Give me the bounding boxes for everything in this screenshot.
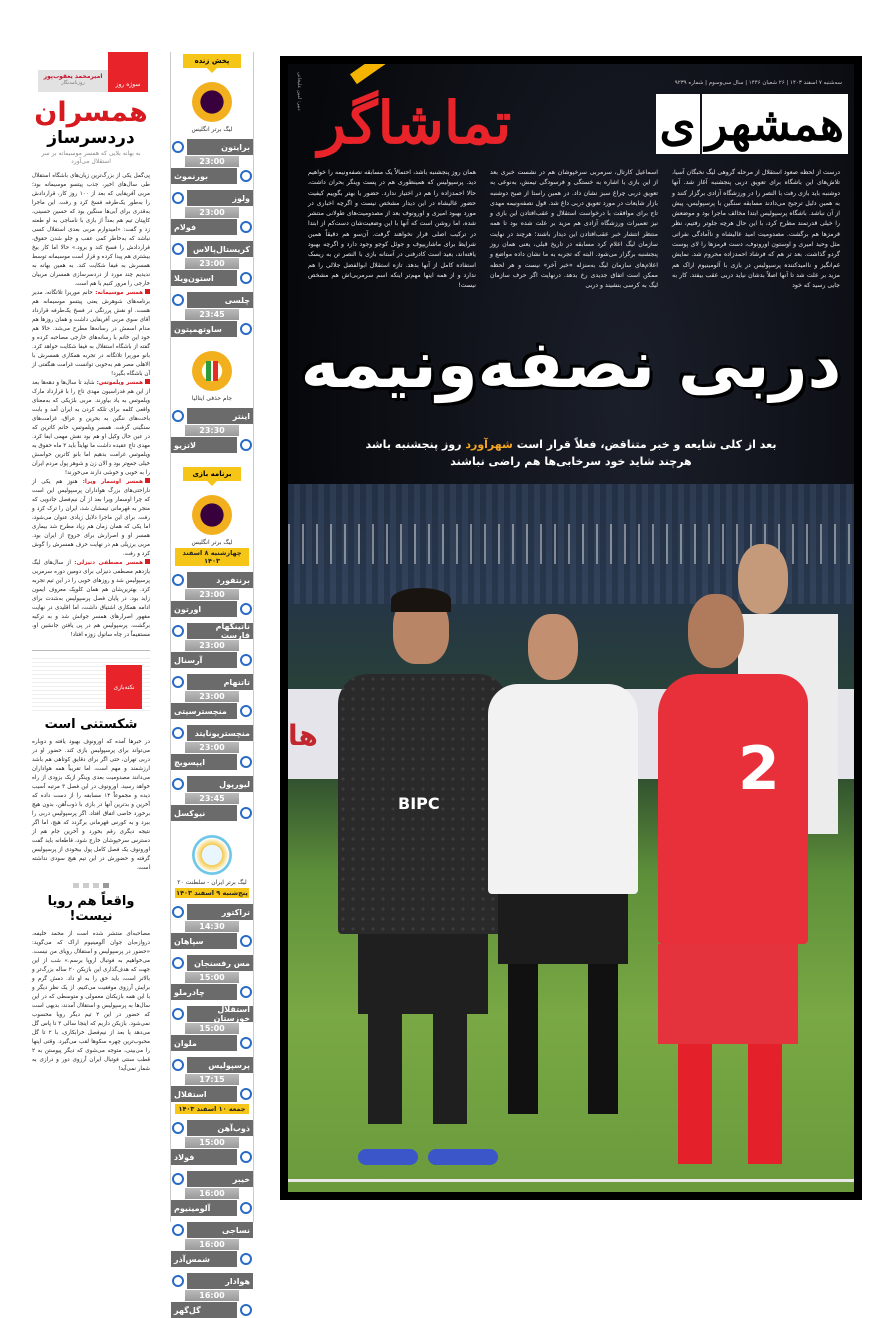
masthead-part: همشهر (702, 94, 848, 154)
box2-title: واقعاً هم رویا نیست! (47, 894, 135, 924)
match-time: 23:00 (185, 207, 239, 218)
team-crest-icon (172, 1059, 184, 1071)
league-name: لیگ برتر انگلیس (191, 126, 233, 133)
away-team (171, 1251, 237, 1267)
team-crest-icon (172, 676, 184, 688)
league-name: لیگ برتر انگلیس (191, 539, 233, 546)
lead-columns (308, 168, 840, 292)
subhead-text: روز پنجشنبه باشد (365, 438, 466, 451)
match-time: 17:15 (185, 1074, 239, 1085)
match-time: 16:00 (185, 1239, 239, 1250)
home-team-name: هوادار (225, 1276, 250, 1286)
team-crest-icon (240, 323, 252, 335)
lead-column: درست از لحظه صعود استقلال از مرحله گروهی لیگ نخبگان آسیا، تلاش‌های این باشگاه برای تعویق دربی پنجشنبه آغاز شد. آنها دوشنبه باید بازی رفت با النصر را در ورزشگاه آزادی برگزار کنند و به همین دلیل ترجیح می‌دادند مسابقه سنگین با پرسپولیس، پیش از آن نباشد. باشگاه پرسپولیس ابتدا مخالف ماجرا بود و موضعش را خیلی قدرتمند مطرح کرد، با این حال هرچه جلوتر رفتیم، نظر قرمزها هم برگشت. مصدومیت امید عالیشاه و ناآمادگی نفراتی مثل وحید امیری و اوستون اورونوف، دست قرمزها را لای پوست گردو گذاشت. بعد تر هم که فرشاد احمدزاده محروم شد. نمایش غم‌انگیز و ناامیدکننده پرسپولیس در بازی با آلومینیوم اراک هم مزید بر علت شد تا آنها اصلاً بدشان نیاید دربی عقب بیفتد. کار به جایی رسید که خود (672, 169, 840, 290)
home-team (187, 955, 253, 971)
away-team (171, 601, 237, 617)
match-time: 23:00 (185, 258, 239, 269)
home-team-name: پرسپولیس (208, 1060, 250, 1070)
team-crest-icon (172, 243, 184, 255)
away-team (171, 1086, 237, 1102)
home-team (187, 190, 253, 206)
column-intro: پی‌گمل یکی از بزرگ‌ترین زیان‌های باشگاه استقلال طی سال‌های اخیر، جذب پیتسو موسیمانه بود؛ مربی آفریقایی که بعد از ۱۰۰ روز کار، قراردادش را به‌طور یک‌طرفه فسخ کرد و رفت. این ماجرا به‌قدری برای آبی‌ها سنگین بود که حسین حسینی، کاپیتان تیم هم بعداً از بازی با ناساجی به او طعنه زد و گفت: «امیدوارم مربی بعدی استقلال کسی نباشد که به‌خاطر کمی عقب و جلو شدن حقوق، قراردادش را فسخ کند و برود.» حالا اما کار بیخ بیشتری هم پیدا کرده و قرار است موسیمانه توسط همسرش به فیفا شکایت کند. به همین بهانه به ندیدیم چند مورد از دردسرسازی همسران مربیان خارجی را مرور کنیم با هم است. (32, 173, 150, 287)
front-page (280, 56, 862, 1200)
home-team (187, 1120, 253, 1136)
author-role: روزنامه‌نگار (61, 80, 85, 86)
team-crest-icon (172, 727, 184, 739)
section-body: هنوز هم یکی از ناراحتی‌های بزرگ هواداران پرسپولیس این است که چرا اوسمار ویرا بعد از آن نیم‌فصل جادویی که منجر به قهرمانی تیمشان شد، ایران را ترک کرد و رفت. برای این ماجرا دلایل زیادی عنوان می‌شود، اما یکی که همان زمان هم زیاد مطرح شد بیماری همسر او و اصرارش برای خروج از ایران بود. مربی برزیلی هم در نهایت حرف همسرش را گوش کرد و رفت. (32, 479, 150, 557)
separator-dots (32, 883, 150, 888)
team-crest-icon (240, 1088, 252, 1100)
match-item (171, 1171, 253, 1216)
team-crest-icon (172, 1224, 184, 1236)
home-team-name: استقلال خوزستان (213, 1005, 250, 1023)
match-time: 14:30 (185, 921, 239, 932)
home-team (187, 725, 253, 741)
match-item (171, 674, 253, 719)
team-crest-icon (172, 1275, 184, 1287)
team-crest-icon (240, 1304, 252, 1316)
team-crest-icon (240, 1151, 252, 1163)
bullet-square-icon (145, 379, 150, 384)
match-item (171, 725, 253, 770)
match-item (171, 572, 253, 617)
team-crest-icon (240, 1253, 252, 1265)
sponsor-text: BIPC (398, 794, 440, 813)
team-crest-icon (172, 625, 184, 637)
away-team-name: آرسنال (174, 655, 203, 665)
away-team-name: سپاهان (174, 936, 204, 946)
home-team (187, 408, 253, 424)
ribbon-icon (350, 56, 406, 84)
match-time: 23:00 (185, 640, 239, 651)
match-time: 23:00 (185, 156, 239, 167)
subhead-text: بعد از کلی شایعه و خبر متناقض، فعلاً قرار است (512, 438, 777, 451)
match-date: پنج‌شنبه ۹ اسفند ۱۴۰۳ (176, 889, 248, 897)
team-crest-icon (172, 574, 184, 586)
photo-red-player (658, 594, 818, 1194)
subheadline (288, 436, 854, 470)
team-crest-icon (172, 141, 184, 153)
away-team-name: ساوتهمپتون (174, 324, 222, 334)
home-team (187, 1006, 253, 1022)
coppa-italia-logo-icon (192, 351, 232, 391)
home-team (187, 572, 253, 588)
section-heading: همسر موسیمانه: (95, 290, 143, 296)
match-item (171, 241, 253, 286)
match-item (171, 1222, 253, 1267)
away-team (171, 1035, 237, 1051)
home-team (187, 139, 253, 155)
team-crest-icon (240, 935, 252, 947)
league-name: لیگ برتر ایران - سلطنت ۲۰ (177, 879, 247, 886)
team-crest-icon (172, 1008, 184, 1020)
away-team (171, 270, 237, 286)
match-item (171, 1120, 253, 1165)
home-team (187, 623, 253, 639)
away-team (171, 805, 237, 821)
team-crest-icon (240, 807, 252, 819)
team-crest-icon (240, 705, 252, 717)
away-team (171, 754, 237, 770)
issue-line: سه‌شنبه ۷ اسفند ۱۴۰۳ | ۲۶ شعبان ۱۴۴۶ | سال سی‌وسوم | شماره ۹۲۳۹ (674, 80, 842, 86)
home-team (187, 1273, 253, 1289)
section-heading: همسر اوسمار ویرا: (82, 479, 144, 485)
photo-goalkeeper (338, 594, 508, 1194)
section-paragraph (32, 478, 150, 559)
box-body: در خبرها آمده که اورونوف بهبود یافته و دوباره می‌تواند برای پرسپولیس بازی کند. حضور او در دربی تهران، حتی اگر برای دقایق کوتاهی هم باشد ارزشمند و مهم است، اما تقریباً همه هواداران می‌دانند مصدومیت بعدی وینگر ازبک بزودی از راه خواهد رسید. اورونوف در این فصل ۳ مرتبه آسیب دیده و مجموعاً ۱۴ مسابقه را از دست داده که آخرین و بدترین آنها در بازی با ذوب‌آهن، بدون هیچ برخورد خاصی اتفاق افتاد. اگر پرسپولیس دربی را ببرد و به کورس قهرمانی برگردد که هیچ، اما اگر نتیجه دیگری رقم بخورد و آخرین جام هم از دسترس سرخپوشان خارج شود، قاطعانه باید گفت اورونوف یک فصل کامل پول بیخودی از پرسپولیس گرفته و حضورش در این تیم هیچ سودی نداشته است. (32, 739, 150, 871)
match-schedule (170, 52, 254, 1315)
lead-column: همان روز پنجشنبه باشد، احتمالاً یک مسابقه نصفه‌ونیمه را خواهیم دید. پرسپولیس که همینطوری هم در پست وینگر بحران داشت، حالا احمدزاده را هم در اختیار ندارد. حضور یا بهتر بگوییم کیفیت حضور عالیشاه در این دیدار مشخص نیست و اگرچه اخباری در مورد بهبود امیری و اورونوف بعد از مصدومیت‌های طولانی منتشر شده، اما روشن است که آنها با این وضعیت‌شان دست‌کم از ابتدا در ترکیب اصلی قرار نخواهند گرفت. آن‌سو هم دقیقاً همین شرایط برای ماشاریپوف و جوئل کوجو وجود دارد و اگرچه بهبود یافته‌اند، بعید است کادرفنی در آستانه بازی با النصر تن به ریسک استفاده کامل از آنها بدهد. تازه استقلال ابوالفضل جلالی را هم ندارد و از همه اینها مهم‌تر اینکه اسم سرمربی‌اش هم مشخص نیست! (308, 169, 476, 290)
away-team-name: ملوان (174, 1038, 197, 1048)
section-heading: همسر مصطفی دنیزلی: (74, 560, 143, 566)
away-team-name: فولام (174, 222, 197, 232)
away-team (171, 321, 237, 337)
away-team (171, 437, 237, 453)
masthead-part: ی (656, 94, 700, 154)
team-crest-icon (240, 272, 252, 284)
away-team (171, 652, 237, 668)
team-crest-icon (172, 1122, 184, 1134)
match-date: جمعه ۱۰ اسفند ۱۴۰۳ (175, 1104, 249, 1114)
masthead-red: تماشاگر (318, 89, 512, 157)
match-item (171, 1057, 253, 1102)
column-subtitle: به بهانه بلایی که همسر موسیمانه بر سر استقلال می‌آورد (41, 150, 141, 165)
shirt-number: 2 (738, 734, 780, 804)
bullet-square-icon (145, 289, 150, 294)
home-team-name: ولوز (232, 193, 250, 203)
home-team (187, 1057, 253, 1073)
away-team-name: ایپسویچ (174, 757, 205, 767)
author-name: امیرمحمد یعقوب‌پور (43, 73, 103, 80)
match-item (171, 292, 253, 337)
team-crest-icon (240, 654, 252, 666)
byline (32, 52, 150, 94)
home-team-name: ذوب‌آهن (217, 1123, 250, 1133)
home-team-name: خیبر (232, 1174, 250, 1184)
away-team-name: شمس‌آذر (174, 1254, 210, 1264)
team-crest-icon (172, 957, 184, 969)
team-crest-icon (240, 439, 252, 451)
subhead-line2: هرچند شاید خود سرخابی‌ها هم راضی نباشند (450, 455, 692, 468)
away-team-name: بورنموث (174, 171, 209, 181)
match-item (171, 1006, 253, 1051)
away-team-name: استقلال (174, 1089, 207, 1099)
team-crest-icon (172, 192, 184, 204)
team-crest-icon (172, 906, 184, 918)
team-crest-icon (172, 294, 184, 306)
match-item (171, 408, 253, 453)
home-team (187, 776, 253, 792)
away-team (171, 703, 237, 719)
home-team-name: تراکتور (221, 907, 250, 917)
headline: دربی نصفه‌ونیمه (300, 326, 842, 403)
match-item (171, 139, 253, 184)
subhead-accent: شهرآورد (465, 438, 513, 451)
program-label: برنامه بازی (183, 467, 241, 481)
section-heading: همسر ویلموتس: (96, 380, 143, 386)
away-team-name: چادرملو (174, 987, 205, 997)
box-title: شکستنی است (44, 717, 138, 732)
premier-league-logo-icon (192, 82, 232, 122)
team-crest-icon (172, 778, 184, 790)
away-team-name: اورتون (174, 604, 202, 614)
match-time: 23:00 (185, 589, 239, 600)
match-date: چهارشنبه ۸ اسفند ۱۴۰۳ (175, 548, 249, 566)
away-team (171, 219, 237, 235)
box-tag-area (32, 655, 150, 711)
live-label: پخش زنده (183, 54, 241, 68)
match-item (171, 776, 253, 821)
team-crest-icon (172, 1173, 184, 1185)
match-item (171, 190, 253, 235)
away-team (171, 933, 237, 949)
side-strip: دبیر: امین علیخانی (296, 72, 302, 111)
team-crest-icon (172, 410, 184, 422)
column-title-red: همسران (34, 97, 148, 128)
team-crest-icon (240, 170, 252, 182)
home-team (187, 1171, 253, 1187)
away-team-name: گل‌گهر (174, 1305, 201, 1315)
photo-referee (488, 614, 638, 1174)
away-team (171, 1200, 237, 1216)
section-body: خانم موریرا تلاتگانه، مدیر برنامه‌های شوهرش یعنی پیتسو موسیمانه هم هست. او نقش پررنگی در فسخ یک‌طرفه قرارداد آقای سوی مربی آفریقایی داشت و همان روزها هم مدام اسمش در رسانه‌ها مطرح می‌شد. حالا هم خود این خانم با رسانه‌های خارجی مصاحبه کرده و گفته از باشگاه استقلال به فیفا شکایت خواهد کرد. بانو موریرا تلاتگانه در تجربه همکاری همسرش با الاهلی مصر هم به‌خوبی توانست غرامت هنگفتی از آن باشگاه بگیرد! (32, 290, 150, 377)
lead-column: اسماعیل کارتال، سرمربی سرخپوشان هم در نشست خبری بعد از این بازی با اشاره به خستگی و فرسودگی تیمش، به‌نوعی به تعویق دربی چراغ سبز نشان داد. در همین راستا از صبح دوشنبه بازار شایعات در مورد تعویق دربی داغ شد. قول نصفه‌ونیمه مهدی تاج برای موافقت با درخواست استقلال و عقب‌افتادن این بازی و نیز تعمیرات ورزشگاه آزادی هم مزید بر علت شده بود تا همه منتظر انتشار خبر عقب‌افتادن این دیدار باشند؛ هرچند در نهایت سازمان لیگ اعلام کرد مسابقه در تاریخ قبلی، یعنی همان روز پنجشنبه برگزار می‌شود. البته که تجربه به ما نشان داده مواضع و اعلام‌های سازمان لیگ به‌منزله «خبر آخر» نیست و هر لحظه ممکن است اتفاق جدیدی رخ بدهد. درنهایت اگر حرف سازمان لیگ به کرسی بنشیند و دربی (490, 169, 658, 290)
match-time: 23:30 (185, 425, 239, 436)
match-time: 23:45 (185, 793, 239, 804)
home-team-name: کریستال‌پالاس (193, 244, 250, 254)
section-paragraph (32, 559, 150, 640)
home-team-name: تاتنهام (223, 677, 250, 687)
home-team (187, 241, 253, 257)
left-column (32, 52, 150, 1074)
home-team-name: ناتینگهام فارست (215, 622, 250, 640)
byline-tag: سوژه روز (108, 52, 148, 92)
bullet-square-icon (145, 478, 150, 483)
match-time: 23:00 (185, 742, 239, 753)
match-time: 16:00 (185, 1188, 239, 1199)
match-item (171, 904, 253, 949)
section-paragraph (32, 289, 150, 379)
column-body (32, 172, 150, 640)
away-team (171, 1149, 237, 1165)
box-tag: نکته‌بازی (106, 665, 142, 709)
match-time: 15:00 (185, 972, 239, 983)
box2-body: مصاحبه‌ای منتشر شده است از محمد خلیفه، دروازه‌بان جوان آلومینیوم اراک که می‌گوید: «حضور در پرسپولیس و استقلال رویای من نیست. می‌خواهیم به فوتبال اروپا برسم.» شب از این جهت که هدف‌گذاری این بازیکن ۲۰ ساله بزرگ‌تر و بالاتر است، باید حق را به او داد. دمش گرم و برایش آرزوی موفقیت می‌کنیم. از یک نظر دیگر و با این همه بازیکنان معمولی و متوسطی که در این سال‌ها به پرسپولیس و استقلال آمدند، بدیهی است که حضور در این ۲ تیم دیگر رویا محسوب نمی‌شود. بازیکن داریم که اینجا سالی ۳ تا پاس گل می‌دهد یا بعد از نیم‌فصل خرابکاری، با ۲ تا گل محبوب‌ترین چهره سکوها لقب می‌گیرد. وقتی اینها را می‌بینی، متوجه می‌شوی که دیگر پیوستن به ۲ قطب سنتی فوتبال ایران آرزوی دور و درازی به شمار نمی‌آید! (32, 931, 151, 1072)
masthead-brand (656, 94, 849, 154)
match-time: 15:00 (185, 1137, 239, 1148)
match-time: 15:00 (185, 1023, 239, 1034)
home-team-name: نساجی (221, 1225, 250, 1235)
team-crest-icon (240, 1202, 252, 1214)
home-team (187, 904, 253, 920)
column-title-black: دردسرساز (47, 128, 135, 148)
away-team-name: استون‌ویلا (174, 273, 214, 283)
cover-photo (288, 484, 854, 1192)
home-team-name: برنتفورد (216, 575, 250, 585)
author-box (38, 70, 108, 92)
away-team-name: منچسترسیتی (174, 706, 227, 716)
match-item (171, 623, 253, 668)
match-time: 23:45 (185, 309, 239, 320)
away-team (171, 984, 237, 1000)
home-team-name: مس رفسنجان (194, 958, 250, 968)
away-team-name: آلومینیوم (174, 1203, 211, 1213)
home-team (187, 674, 253, 690)
league-name: جام حذفی ایتالیا (191, 395, 233, 402)
match-time: 16:00 (185, 1290, 239, 1301)
away-team-name: نیوکسل (174, 808, 206, 818)
away-team-name: لاتزیو (174, 440, 196, 450)
home-team-name: اینتر (232, 411, 250, 421)
match-item (171, 955, 253, 1000)
divider (32, 650, 150, 651)
team-crest-icon (240, 1037, 252, 1049)
team-crest-icon (240, 756, 252, 768)
board-text: ها (288, 719, 318, 752)
match-time: 23:00 (185, 691, 239, 702)
home-team-name: منچستریونایتد (194, 728, 250, 738)
premier-league-logo-icon (192, 495, 232, 535)
home-team-name: برایتون (221, 142, 250, 152)
section-body: شاید تا سال‌ها و دهه‌ها بعد از این هم فدراسیون مهدی تاج را با قرارداد مارک ویلموتس به یاد بیاورند. مربی بلژیکی که به‌معنای واقعی کلمه برای تلکه کردن به ایران آمد و بابت باخت‌های ننگین به بحرین و عراق، غرامت‌های سنگینی گرفت. همسر ویلموتس، خانم کاترین که در عین حال وکیل او هم بود نقش مهمی ایفا کرد. مهدی تاج عقیده داشت ما نهایتاً باید ۳ ماه حقوق به ویلموتس غرامت بدهیم اما بانو کاترین حواسش خیلی جمع‌تر بود و الان زن و شوهر پول مردم ایران را به خوبی و خوشی دارند می‌خورند! (32, 380, 150, 476)
persian-gulf-league-logo-icon (192, 835, 232, 875)
field-line (288, 1179, 854, 1182)
away-team-name: فولاد (174, 1152, 195, 1162)
section-body: از سال‌های لیگ یازدهم مصطفی دنیزلی برای دومین دوره سرمربی پرسپولیس شد و روزهای خوبی را در این تیم تجربه کرد. بهترین‌شان هم همان کلوپک معروف ایمون زاید بود. در پایان فصل پرسپولیس به‌شدت برای ادامه همکاری اشتیاق داشت، اما اقلیدی در نهایت مقهور اصرارهای همسر جوانش شد و به ترکیه برگشت. پرسپولیس هم در پی یافتن جانشین او، مستقیماً در چاه سانول زوزه افتاد! (32, 560, 150, 638)
team-crest-icon (240, 603, 252, 615)
section-paragraph (32, 379, 150, 478)
away-team (171, 1302, 237, 1318)
home-team (187, 292, 253, 308)
home-team (187, 1222, 253, 1238)
team-crest-icon (240, 221, 252, 233)
away-team (171, 168, 237, 184)
home-team-name: چلسی (224, 295, 250, 305)
masthead (308, 70, 848, 160)
home-team-name: لیورپول (219, 779, 250, 789)
bullet-square-icon (145, 559, 150, 564)
team-crest-icon (240, 986, 252, 998)
